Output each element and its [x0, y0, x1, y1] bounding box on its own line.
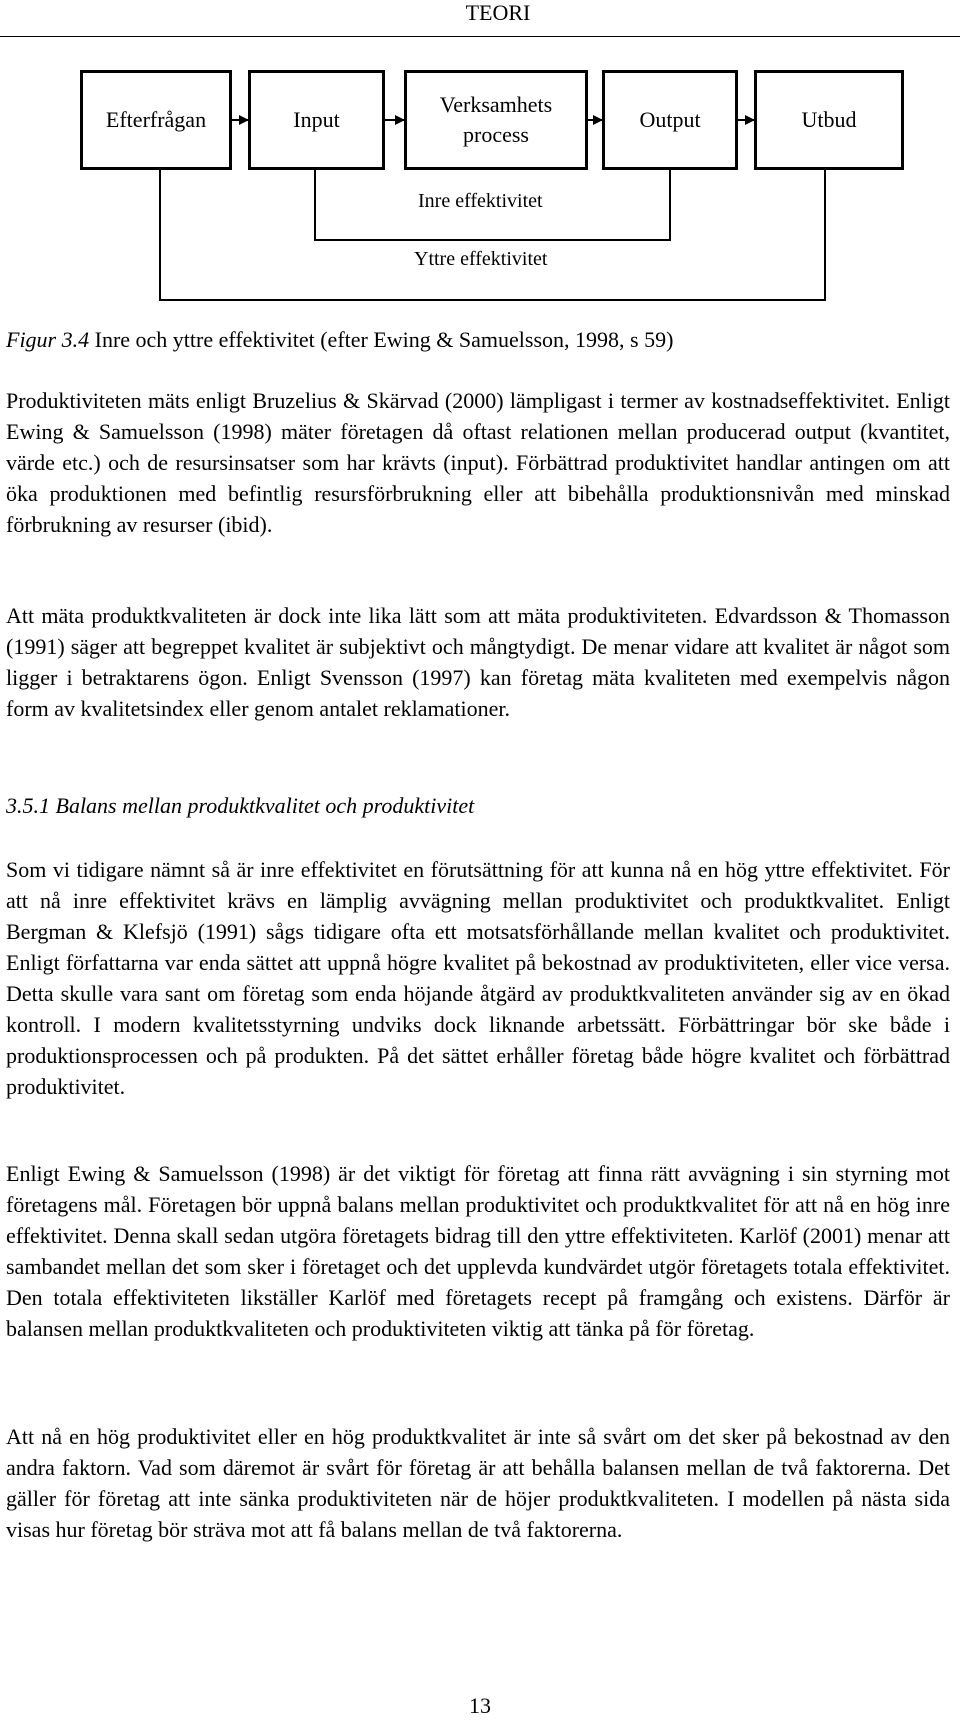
efficiency-diagram — [0, 60, 960, 310]
section-heading: 3.5.1 Balans mellan produktkvalitet och produktivitet — [6, 793, 475, 818]
box-input: Input — [248, 70, 385, 170]
page-header — [0, 0, 960, 37]
paragraph-productivity: Produktiviteten mäts enligt Bruzelius & Skärvad (2000) lämpligast i termer av kostnadseffektivitet. Enligt Ewing & Samuelsson (1998) mäter företagen då oftast relationen mellan producerad output (kvantitet, värde etc.) och de resursinsatser som har krävts (input). Förbättrad produktivitet handlar antingen om att öka produktionen med befintlig resursförbrukning eller att bibehålla produktionsnivån med minskad förbrukning av resurser (ibid). — [6, 388, 950, 537]
header-title: TEORI — [465, 0, 531, 25]
box-efterfragan: Efterfrågan — [80, 70, 232, 170]
outer-efficiency-label: Yttre effektivitet — [414, 248, 548, 270]
paragraph-balance: Som vi tidigare nämnt så är inre effektivitet en förutsättning för att kunna nå en hög yttre effektivitet. För att nå inre effektivitet krävs en lämplig avvägning mellan produktivitet och produktkvalitet. Enligt Bergman & Klefsjö (1991) sågs tidigare ofta ett motsatsförhållande mellan kvalitet och produktivitet. Enligt författarna var enda sättet att uppnå högre kvalitet på bekostnad av produktiviteten, eller vice versa. Detta skulle vara sant om företag som enda höjande åtgärd av produktkvaliteten använder sig av en ökad kontroll. I modern kvalitetsstyrning undviks dock liknande arbetssätt. Förbättringar bör ske både i produktionsprocessen och på produkten. På det sättet erhåller företag både högre kvalitet och förbättrad produktivitet. — [6, 857, 950, 1099]
page-number: 13 — [469, 1693, 491, 1718]
paragraph-ewing: Enligt Ewing & Samuelsson (1998) är det viktigt för företag att finna rätt avvägning i sin styrning mot företagens mål. Företagen bör uppnå balans mellan produktivitet och produktkvalitet för att nå en hög inre effektivitet. Denna skall sedan utgöra företagets bidrag till den yttre effektiviteten. Karlöf (2001) menar att sambandet mellan det som sker i företaget och det upplevda kundvärdet utgör företagets totala effektivitet. Den totala effektiviteten likställer Karlöf med företagets recept på framgång och existens. Därför är balansen mellan produktkvaliteten och produktiviteten viktig att tänka på för företag. — [6, 1161, 950, 1341]
paragraph-tradeoff: Att nå en hög produktivitet eller en hög produktkvalitet är inte så svårt om det sker på bekostnad av den andra faktorn. Vad som däremot är svårt för företag är att behålla balansen mellan de två faktorerna. Det gäller för företag att inte sänka produktiviteten när de höjer produktkvaliteten. I modellen på nästa sida visas hur företag bör sträva mot att få balans mellan de två faktorerna. — [6, 1424, 950, 1542]
inner-efficiency-label: Inre effektivitet — [418, 190, 543, 212]
box-utbud: Utbud — [754, 70, 904, 170]
figure-number: Figur 3.4 — [6, 327, 90, 352]
box-output: Output — [602, 70, 738, 170]
figure-caption-text: Inre och yttre effektivitet (efter Ewing & Samuelsson, 1998, s 59) — [89, 327, 674, 352]
paragraph-quality: Att mäta produktkvaliteten är dock inte lika lätt som att mäta produktiviteten. Edvardsson & Thomasson (1991) säger att begreppet kvalitet är subjektivt och mångtydigt. De menar vidare att kvalitet är något som ligger i betraktarens ögon. Enligt Svensson (1997) kan företag mäta kvaliteten med exempelvis någon form av kvalitetsindex eller genom antalet reklamationer. — [6, 603, 950, 721]
box-verksamhetsprocess: Verksamhets process — [404, 70, 588, 170]
figure-caption — [6, 326, 673, 354]
